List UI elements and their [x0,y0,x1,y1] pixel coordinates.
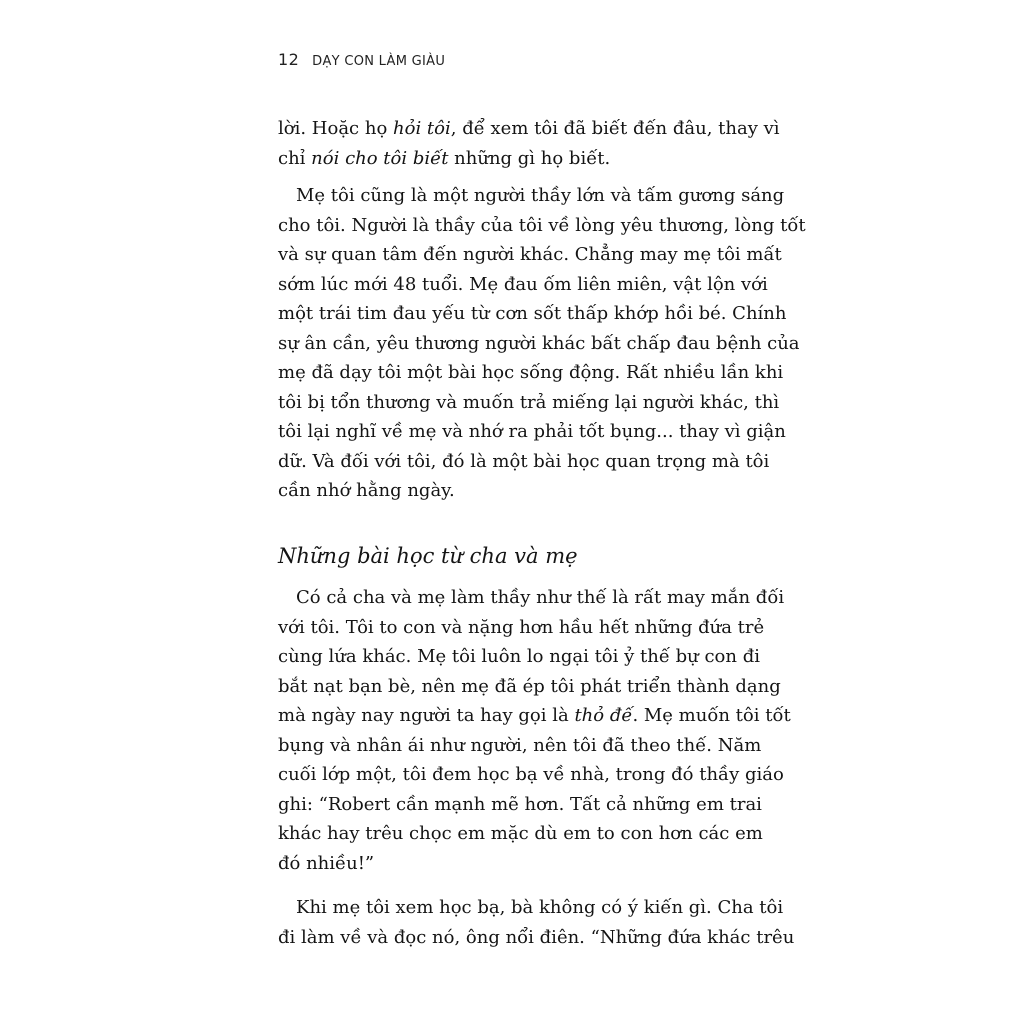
paragraph-line: sớm lúc mới 48 tuổi. Mẹ đau ốm liên miên, vật lộn với [278,273,768,295]
section-heading: Những bài học từ cha và mẹ [278,544,578,568]
text-run: những gì họ biết. [448,147,611,169]
text-run: mà ngày nay người ta hay gọi là [278,705,575,726]
paragraph-line [278,701,791,731]
paragraph-line: bắt nạt bạn bè, nên mẹ đã ép tôi phát triển thành dạng [278,675,781,697]
paragraph-line: cho tôi. Người là thầy của tôi về lòng yêu thương, lòng tốt [278,214,806,236]
text-run: , để xem tôi đã biết đến đâu, thay vì [450,118,780,139]
paragraph-line: Mẹ tôi cũng là một người thầy lớn và tấm gương sáng [296,185,785,206]
paragraph-line: sự ân cần, yêu thương người khác bất chấp đau bệnh của [278,332,800,354]
text-run: . Mẹ muốn tôi tốt [632,705,791,726]
paragraph-line [278,114,780,144]
paragraph-line: bụng và nhân ái như người, nên tôi đã theo thế. Năm [278,734,762,756]
paragraph-line: tôi lại nghĩ về mẹ và nhớ ra phải tốt bụng... thay vì giận [278,421,786,442]
paragraph-line: đi làm về và đọc nó, ông nổi điên. “Những đứa khác trêu [278,926,795,948]
paragraph-line: ghi: “Robert cần mạnh mẽ hơn. Tất cả những em trai [278,793,762,815]
paragraph-line: khác hay trêu chọc em mặc dù em to con hơn các em [278,823,763,844]
paragraph-line: đó nhiều!” [278,852,375,874]
italic-text: hỏi tôi [393,118,451,139]
italic-text: nói cho tôi biết [311,147,449,169]
running-header [278,50,445,69]
paragraph-line: mẹ đã dạy tôi một bài học sống động. Rất nhiều lần khi [278,362,784,383]
paragraph-line: cuối lớp một, tôi đem học bạ về nhà, trong đó thầy giáo [278,764,784,785]
paragraph-line: dữ. Và đối với tôi, đó là một bài học quan trọng mà tôi [278,450,770,472]
paragraph-line: một trái tim đau yếu từ cơn sốt thấp khớp hồi bé. Chính [278,303,787,324]
paragraph-line: cùng lứa khác. Mẹ tôi luôn lo ngại tôi ỷ thế bự con đi [278,646,760,667]
paragraph-3 [278,583,791,878]
paragraph-1 [278,114,780,173]
paragraph-line: tôi bị tổn thương và muốn trả miếng lại người khác, thì [278,391,780,413]
paragraph-4 [278,893,795,952]
paragraph-line [278,144,758,174]
page-number: 12 [278,50,300,69]
paragraph-line: Khi mẹ tôi xem học bạ, bà không có ý kiến gì. Cha tôi [296,897,784,918]
text-run: chỉ [278,147,312,169]
paragraph-line: Có cả cha và mẹ làm thầy như thế là rất may mắn đối [296,587,785,608]
book-title: DẠY CON LÀM GIÀU [312,54,446,69]
paragraph-2 [278,181,806,506]
italic-text: thỏ đế [574,705,633,726]
paragraph-line: cần nhớ hằng ngày. [278,480,455,501]
text-run: lời. Hoặc họ [278,118,394,139]
paragraph-line: với tôi. Tôi to con và nặng hơn hầu hết những đứa trẻ [278,616,765,638]
paragraph-line: và sự quan tâm đến người khác. Chẳng may mẹ tôi mất [278,244,782,265]
